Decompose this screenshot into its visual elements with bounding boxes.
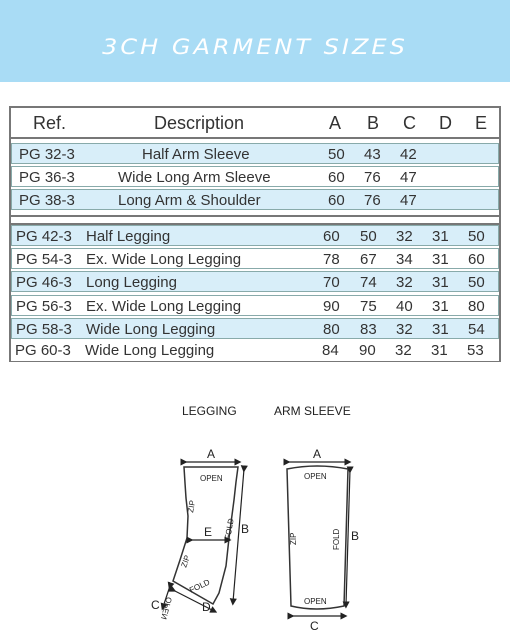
table-row (11, 225, 499, 246)
cell-ref: PG 38-3 (19, 192, 75, 209)
legging-label-fold-bottom: FOLD (188, 577, 212, 595)
legging-label-open-top: OPEN (200, 474, 223, 483)
header-e: E (475, 113, 488, 133)
cell-description: Long Legging (86, 274, 177, 291)
cell-d: 31 (432, 274, 449, 291)
cell-ref: PG 36-3 (19, 169, 75, 186)
cell-ref: PG 42-3 (16, 228, 72, 245)
cell-b: 74 (360, 274, 377, 291)
table-header (11, 108, 499, 139)
cell-c: 47 (400, 192, 417, 209)
table-row (11, 271, 499, 292)
cell-a: 60 (323, 228, 340, 245)
legging-label-zip-bottom: ZIP (179, 553, 193, 569)
legging-label-e: E (204, 525, 213, 539)
table-row (11, 318, 499, 339)
cell-b: 67 (360, 251, 377, 268)
cell-b: 76 (364, 192, 381, 209)
cell-e: 60 (468, 251, 485, 268)
cell-b: 75 (360, 298, 377, 315)
cell-description: Wide Long Arm Sleeve (118, 169, 271, 186)
page-title: 3CH GARMENT SIZES (102, 34, 408, 60)
cell-e: 53 (467, 342, 484, 359)
diagram-drawing (0, 390, 510, 631)
cell-b: 83 (360, 321, 377, 338)
measurement-diagrams (0, 390, 510, 631)
arm-label-fold: FOLD (332, 528, 341, 550)
legging-label-zip-top: ZIP (186, 499, 198, 514)
arm-label-open-top: OPEN (304, 472, 327, 481)
cell-ref: PG 58-3 (16, 321, 72, 338)
cell-a: 50 (328, 146, 345, 163)
arm-label-open-bottom: OPEN (304, 597, 327, 606)
legging-label-b: B (241, 522, 250, 536)
legging-diagram-title: LEGGING (182, 404, 237, 418)
legging-label-c: C (151, 598, 160, 612)
cell-c: 47 (400, 169, 417, 186)
cell-a: 70 (323, 274, 340, 291)
table-row (11, 166, 499, 187)
table-row (11, 340, 499, 361)
table-row (11, 189, 499, 210)
cell-b: 50 (360, 228, 377, 245)
cell-d: 31 (432, 251, 449, 268)
cell-description: Half Arm Sleeve (142, 146, 250, 163)
cell-c: 40 (396, 298, 413, 315)
legging-label-d: D (202, 600, 211, 614)
cell-e: 80 (468, 298, 485, 315)
cell-a: 60 (328, 192, 345, 209)
cell-a: 78 (323, 251, 340, 268)
title-banner (0, 0, 510, 82)
cell-ref: PG 60-3 (15, 342, 71, 359)
arm-label-zip: ZIP (289, 532, 298, 545)
cell-description: Long Arm & Shoulder (118, 192, 261, 209)
cell-c: 32 (396, 321, 413, 338)
header-b: B (367, 113, 380, 133)
cell-c: 34 (396, 251, 413, 268)
cell-d: 31 (432, 298, 449, 315)
cell-c: 32 (396, 274, 413, 291)
header-d: D (439, 113, 452, 133)
cell-ref: PG 54-3 (16, 251, 72, 268)
cell-d: 31 (431, 342, 448, 359)
cell-ref: PG 46-3 (16, 274, 72, 291)
table-row (11, 143, 499, 164)
group-divider (11, 215, 499, 217)
header-ref: Ref. (33, 113, 67, 133)
table-row (11, 248, 499, 269)
cell-c: 32 (395, 342, 412, 359)
cell-a: 80 (323, 321, 340, 338)
cell-a: 60 (328, 169, 345, 186)
cell-description: Ex. Wide Long Legging (86, 298, 242, 315)
cell-d: 31 (432, 228, 449, 245)
cell-description: Wide Long Legging (86, 321, 216, 338)
cell-ref: PG 32-3 (19, 146, 75, 163)
cell-e: 54 (468, 321, 485, 338)
cell-description: Ex. Wide Long Legging (86, 251, 242, 268)
cell-description: Half Legging (86, 228, 171, 245)
cell-c: 32 (396, 228, 413, 245)
cell-b: 76 (364, 169, 381, 186)
legging-label-fold-top: FOLD (223, 517, 236, 541)
arm-sleeve-diagram-title: ARM SLEEVE (274, 404, 351, 418)
cell-b: 90 (359, 342, 376, 359)
cell-a: 90 (323, 298, 340, 315)
size-table (9, 106, 501, 362)
table-row (11, 295, 499, 316)
header-description: Description (154, 113, 245, 133)
cell-ref: PG 56-3 (16, 298, 72, 315)
header-c: C (403, 113, 416, 133)
arm-label-a: A (313, 447, 322, 461)
cell-a: 84 (322, 342, 339, 359)
header-a: A (329, 113, 342, 133)
cell-description: Wide Long Legging (85, 342, 215, 359)
cell-e: 50 (468, 228, 485, 245)
cell-e: 50 (468, 274, 485, 291)
legging-label-a: A (207, 447, 216, 461)
arm-label-c: C (310, 619, 319, 631)
arm-label-b: B (351, 529, 360, 543)
legging-label-open-bottom: OPEN (159, 596, 174, 621)
cell-b: 43 (364, 146, 381, 163)
cell-c: 42 (400, 146, 417, 163)
cell-d: 31 (432, 321, 449, 338)
